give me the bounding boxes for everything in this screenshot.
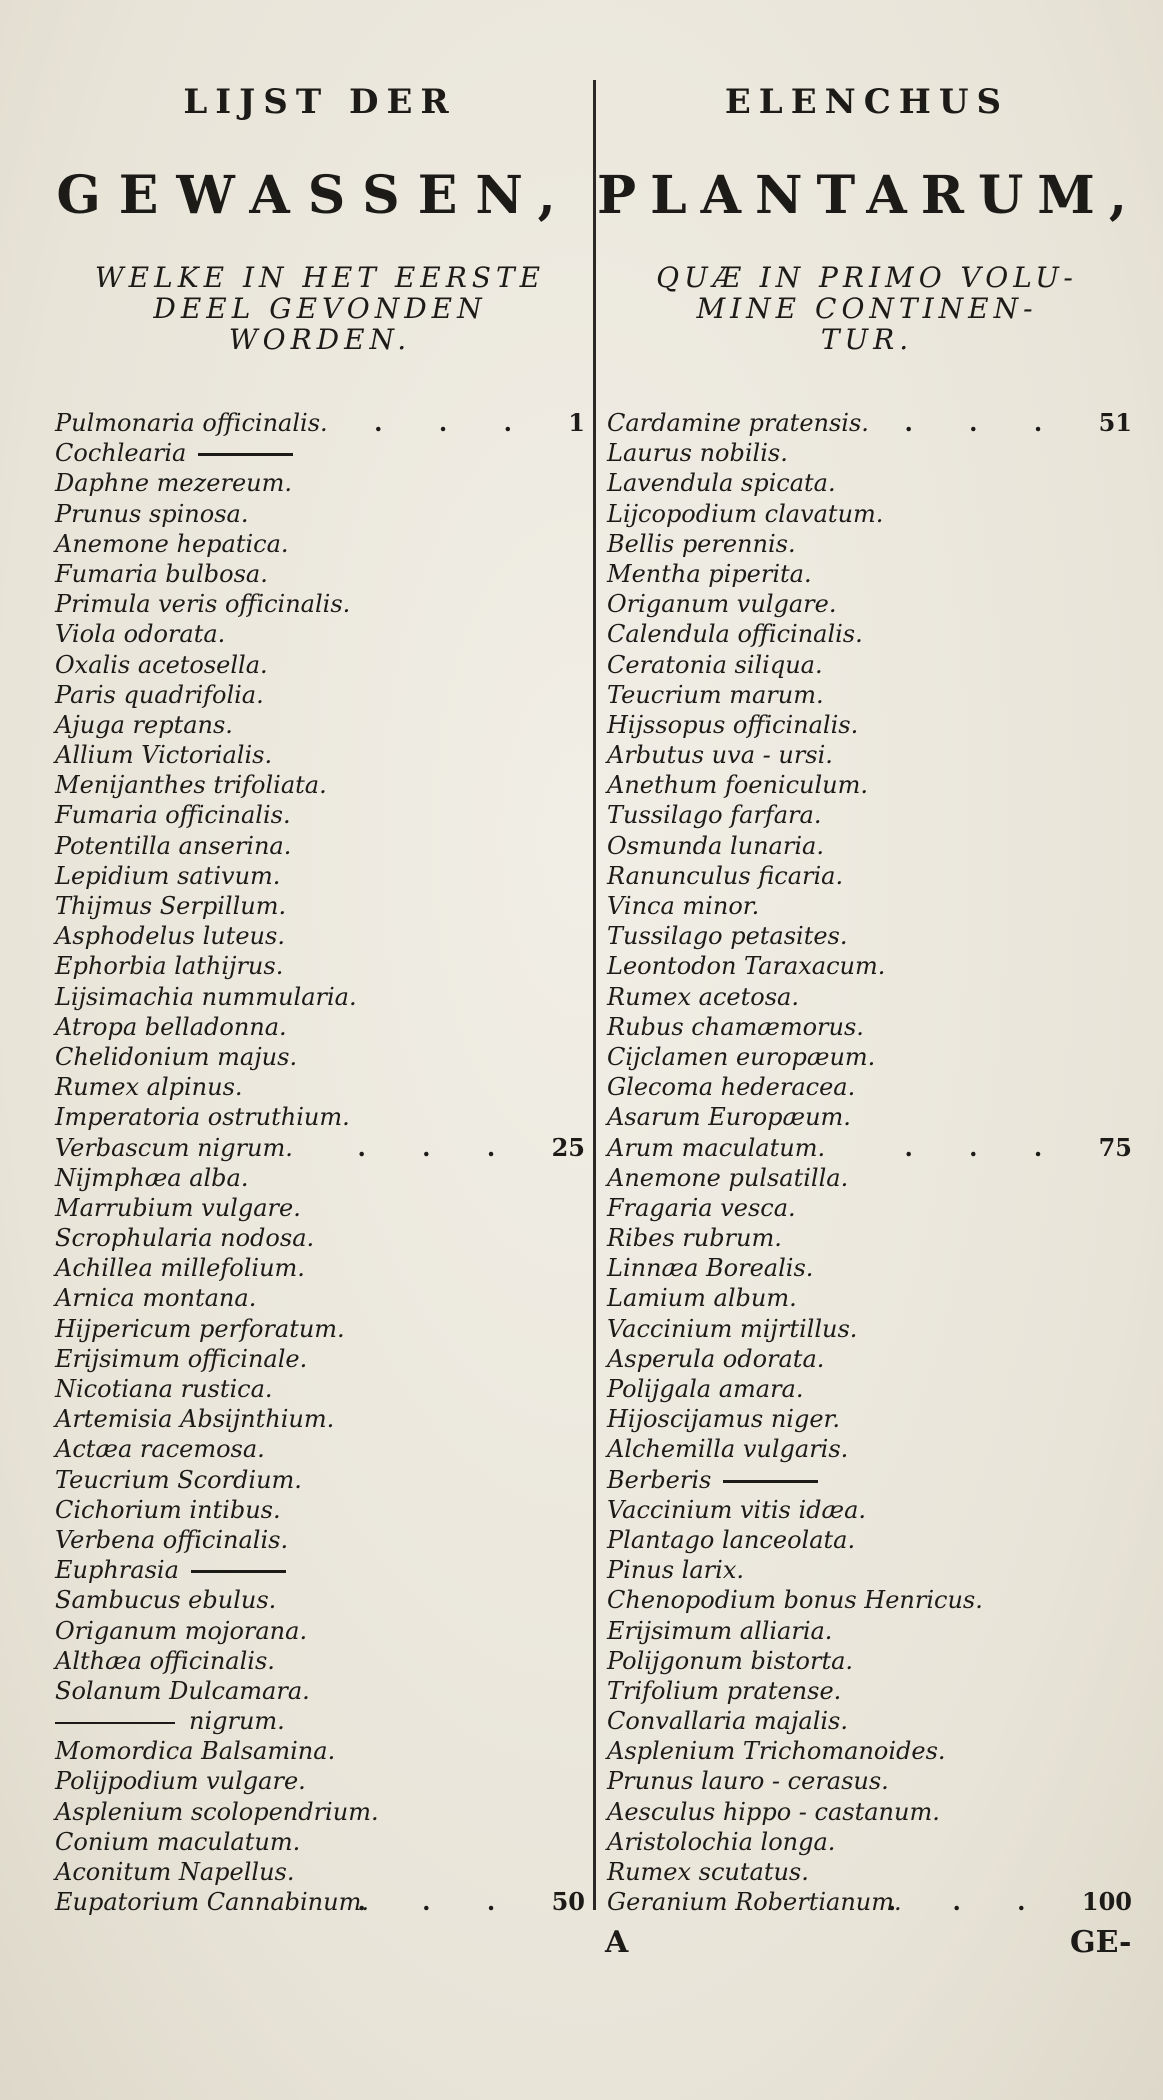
plant-name: Asarum Europæum. [607, 1103, 851, 1132]
plant-name: Aesculus hippo - castanum. [607, 1797, 940, 1826]
plant-entry [607, 1706, 1137, 1736]
plant-entry [55, 1283, 585, 1313]
plant-entry [55, 1314, 585, 1344]
column-divider [593, 80, 596, 1910]
plant-entry [607, 770, 1137, 800]
latin-subtitle-line: TUR. [820, 323, 914, 356]
ditto-dash [55, 1722, 175, 1724]
plant-name: Ranunculus ficaria. [607, 861, 844, 890]
plant-entry [55, 1223, 585, 1253]
plant-entry [607, 1495, 1137, 1525]
plant-name: Linnæa Borealis. [607, 1254, 814, 1283]
plant-entry [607, 921, 1137, 951]
plant-entry [607, 1102, 1137, 1132]
plant-name: Rumex scutatus. [607, 1858, 809, 1886]
plant-name: Verbena officinalis. [55, 1525, 289, 1554]
plant-entry [607, 1555, 1137, 1585]
plant-entry [607, 1857, 1137, 1887]
plant-entry [55, 1616, 585, 1646]
page-number-value: 51 [1098, 408, 1132, 437]
plant-name: Polijgala amara. [607, 1375, 804, 1403]
plant-entry [55, 1495, 585, 1525]
plant-name: Imperatoria ostruthium. [55, 1103, 350, 1132]
plant-name: Lijcopodium clavatum. [607, 499, 884, 528]
plant-name: Osmunda lunaria. [607, 831, 824, 860]
plant-name: Teucrium Scordium. [55, 1465, 302, 1494]
plant-entry [607, 559, 1137, 589]
plant-name: Chelidonium majus. [55, 1042, 298, 1071]
plant-name: nigrum. [189, 1707, 285, 1736]
plant-name: Vinca minor. [607, 892, 760, 920]
plant-name: Erijsimum alliaria. [607, 1616, 833, 1645]
plant-name: Origanum vulgare. [607, 590, 837, 619]
plant-name: Polijpodium vulgare. [55, 1767, 306, 1796]
plant-entry [607, 1585, 1137, 1615]
plant-entry [55, 529, 585, 559]
plant-entry [607, 589, 1137, 619]
ditto-rule [723, 1480, 818, 1483]
plant-entry [607, 710, 1137, 740]
plant-name: Convallaria majalis. [607, 1707, 848, 1736]
plant-name: Tussilago farfara. [607, 801, 822, 830]
plant-name: Nijmphæa alba. [55, 1163, 249, 1192]
plant-entry [55, 1766, 585, 1796]
plant-entry [607, 1283, 1137, 1313]
catchword: GE- [1070, 1925, 1132, 1960]
plant-entry [607, 1465, 1137, 1495]
plant-entry [55, 1102, 585, 1132]
latin-header-title: PLANTARUM, [597, 165, 1141, 226]
plant-entry [55, 951, 585, 981]
plant-entry [55, 438, 585, 468]
dutch-subtitle-line: WELKE IN HET EERSTE [94, 261, 546, 294]
plant-name: Oxalis acetosella. [55, 650, 268, 679]
plant-name: Teucrium marum. [607, 680, 824, 709]
plant-entry [55, 861, 585, 891]
plant-name: Viola odorata. [55, 620, 226, 649]
plant-name: Sambucus ebulus. [55, 1586, 277, 1615]
page-number-value: 1 [568, 408, 585, 437]
plant-name: Cichorium intibus. [55, 1495, 281, 1524]
plant-entry [607, 1374, 1137, 1404]
plant-entry [607, 1434, 1137, 1464]
plant-entry [55, 1887, 585, 1917]
plant-entry [55, 1374, 585, 1404]
dutch-header-title: GEWASSEN, [56, 165, 574, 226]
plant-entry [55, 1465, 585, 1495]
plant-entry [607, 1736, 1137, 1766]
plant-entry [55, 1706, 585, 1736]
plant-name: Solanum Dulcamara. [55, 1676, 310, 1705]
plant-name: Rumex acetosa. [607, 982, 799, 1011]
plant-entry [55, 1072, 585, 1102]
plant-name: Prunus spinosa. [55, 499, 249, 528]
plant-name: Rubus chamæmorus. [607, 1012, 864, 1041]
dutch-subtitle-line: DEEL GEVONDEN [153, 292, 487, 325]
page-number: . . . 100 [887, 1887, 1132, 1917]
plant-name: Erijsimum officinale. [55, 1344, 308, 1373]
plant-name: Aconitum Napellus. [55, 1858, 295, 1886]
plant-entry [55, 1555, 585, 1585]
plant-name: Asperula odorata. [607, 1344, 825, 1373]
plant-entry [55, 1133, 585, 1163]
plant-entry [55, 1827, 585, 1857]
plant-entry [607, 1072, 1137, 1102]
dutch-plant-list [55, 408, 585, 1917]
plant-name: Thijmus Serpillum. [55, 892, 287, 920]
plant-entry [55, 1525, 585, 1555]
plant-entry [55, 921, 585, 951]
plant-entry [607, 680, 1137, 710]
plant-name: Aristolochia longa. [607, 1827, 836, 1856]
plant-name: Ephorbia lathijrus. [55, 952, 284, 981]
plant-name: Atropa belladonna. [55, 1012, 287, 1041]
plant-entry [55, 408, 585, 438]
plant-name: Ribes rubrum. [607, 1224, 782, 1253]
plant-name: Fragaria vesca. [607, 1193, 796, 1222]
plant-entry [607, 468, 1137, 498]
plant-entry [55, 680, 585, 710]
plant-name: Laurus nobilis. [607, 439, 788, 468]
plant-name: Mentha piperita. [607, 559, 812, 588]
plant-entry [607, 1193, 1137, 1223]
plant-entry [607, 650, 1137, 680]
plant-name: Pinus larix. [607, 1556, 744, 1585]
page-number-value: 75 [1098, 1132, 1132, 1162]
plant-name: Anemone pulsatilla. [607, 1163, 849, 1192]
plant-name: Tussilago petasites. [607, 922, 848, 951]
plant-entry [55, 1163, 585, 1193]
plant-name: Lavendula spicata. [607, 469, 836, 498]
plant-entry [607, 1223, 1137, 1253]
plant-name: Ajuga reptans. [55, 710, 233, 739]
page-number: . . . 51 [904, 408, 1132, 437]
plant-name: Momordica Balsamina. [55, 1737, 336, 1766]
plant-entry [55, 589, 585, 619]
plant-name: Marrubium vulgare. [55, 1193, 301, 1222]
plant-entry [607, 1616, 1137, 1646]
plant-name: Hijssopus officinalis. [607, 710, 859, 739]
plant-entry [607, 1676, 1137, 1706]
page-number-value: 25 [551, 1132, 585, 1162]
plant-entry [55, 740, 585, 770]
plant-name: Chenopodium bonus Henricus. [607, 1586, 983, 1615]
page-number: . . . 75 [904, 1132, 1132, 1162]
plant-name: Lepidium sativum. [55, 861, 281, 890]
plant-entry [607, 831, 1137, 861]
plant-entry [607, 529, 1137, 559]
plant-name: Glecoma hederacea. [607, 1073, 856, 1102]
latin-plant-list [607, 408, 1137, 1917]
plant-entry [607, 1253, 1137, 1283]
plant-entry [55, 770, 585, 800]
plant-entry [55, 1434, 585, 1464]
plant-name: Primula veris officinalis. [55, 590, 351, 619]
plant-name: Artemisia Absijnthium. [55, 1405, 335, 1434]
plant-entry [55, 1253, 585, 1283]
latin-subtitle-line: QUÆ IN PRIMO VOLU- [656, 261, 1078, 294]
plant-name: Alchemilla vulgaris. [607, 1435, 849, 1464]
plant-entry [607, 1344, 1137, 1374]
plant-entry [607, 1887, 1137, 1917]
dutch-subtitle-line: WORDEN. [228, 323, 412, 356]
plant-entry [55, 619, 585, 649]
ditto-rule [198, 453, 293, 456]
plant-entry [55, 800, 585, 830]
plant-entry [607, 1314, 1137, 1344]
plant-name: Berberis [607, 1465, 712, 1494]
plant-name: Lamium album. [607, 1284, 797, 1313]
plant-name: Vaccinium mijrtillus. [607, 1314, 858, 1343]
plant-name: Asphodelus luteus. [55, 922, 285, 951]
plant-name: Cijclamen europæum. [607, 1042, 876, 1071]
plant-name: Lijsimachia nummularia. [55, 982, 357, 1011]
plant-name: Geranium Robertianum. [607, 1888, 902, 1917]
plant-name: Daphne mezereum. [55, 469, 292, 498]
plant-name: Actæa racemosa. [55, 1435, 265, 1464]
plant-entry [607, 982, 1137, 1012]
plant-entry [607, 1766, 1137, 1796]
plant-entry [607, 861, 1137, 891]
plant-entry [55, 650, 585, 680]
plant-name: Allium Victorialis. [55, 741, 273, 770]
plant-entry [55, 1042, 585, 1072]
plant-entry [607, 1827, 1137, 1857]
plant-name: Arnica montana. [55, 1284, 257, 1313]
ditto-rule [191, 1570, 286, 1573]
plant-name: Eupatorium Cannabinum. [55, 1888, 369, 1917]
latin-header-line1: ELENCHUS [724, 82, 1010, 122]
plant-name: Asplenium Trichomanoides. [607, 1737, 946, 1766]
plant-entry [55, 891, 585, 921]
dutch-header-line1: LIJST DER [183, 82, 457, 122]
plant-name: Pulmonaria officinalis. [55, 409, 328, 437]
plant-entry [607, 1133, 1137, 1163]
page-number-value: 50 [551, 1887, 585, 1917]
plant-entry [607, 438, 1137, 468]
plant-name: Asplenium scolopendrium. [55, 1797, 379, 1826]
plant-name: Potentilla anserina. [55, 831, 292, 860]
plant-entry [607, 408, 1137, 438]
plant-name: Anethum foeniculum. [607, 771, 869, 800]
plant-name: Leontodon Taraxacum. [607, 952, 886, 981]
plant-name: Calendula officinalis. [607, 620, 863, 649]
plant-entry [55, 982, 585, 1012]
plant-name: Hijpericum perforatum. [55, 1314, 345, 1343]
plant-name: Anemone hepatica. [55, 529, 289, 558]
plant-entry [55, 1676, 585, 1706]
plant-name: Trifolium pratense. [607, 1676, 842, 1705]
plant-name: Fumaria bulbosa. [55, 559, 268, 588]
plant-name: Verbascum nigrum. [55, 1133, 293, 1162]
plant-name: Vaccinium vitis idæa. [607, 1495, 867, 1524]
page-number: . . . 50 [357, 1887, 585, 1917]
plant-entry [55, 1404, 585, 1434]
plant-entry [607, 1525, 1137, 1555]
plant-name: Nicotiana rustica. [55, 1375, 273, 1403]
latin-subtitle [602, 262, 1132, 355]
plant-entry [55, 1797, 585, 1827]
plant-entry [607, 1797, 1137, 1827]
plant-entry [55, 710, 585, 740]
plant-entry [607, 891, 1137, 921]
page-number: . . . 1 [374, 408, 585, 437]
plant-name: Achillea millefolium. [55, 1254, 305, 1283]
plant-entry [607, 951, 1137, 981]
latin-subtitle-line: MINE CONTINEN- [696, 292, 1038, 325]
plant-name: Rumex alpinus. [55, 1073, 243, 1102]
plant-name: Plantago lanceolata. [607, 1525, 856, 1554]
plant-name: Bellis perennis. [607, 529, 796, 558]
plant-entry [55, 1585, 585, 1615]
plant-entry [607, 1163, 1137, 1193]
plant-entry [607, 619, 1137, 649]
plant-name: Conium maculatum. [55, 1827, 301, 1856]
page-number: . . . 25 [357, 1132, 585, 1162]
plant-name: Althæa officinalis. [55, 1646, 275, 1675]
plant-entry [55, 1344, 585, 1374]
plant-entry [607, 1012, 1137, 1042]
plant-entry [55, 559, 585, 589]
plant-name: Fumaria officinalis. [55, 801, 291, 830]
plant-name: Scrophularia nodosa. [55, 1224, 315, 1253]
plant-entry [55, 1012, 585, 1042]
plant-entry [607, 800, 1137, 830]
plant-name: Prunus lauro - cerasus. [607, 1767, 889, 1796]
plant-entry [607, 1404, 1137, 1434]
plant-entry [55, 1193, 585, 1223]
plant-entry [607, 740, 1137, 770]
plant-name: Arbutus uva - ursi. [607, 741, 833, 770]
plant-name: Origanum mojorana. [55, 1616, 308, 1645]
signature-mark: A [605, 1925, 629, 1960]
plant-name: Paris quadrifolia. [55, 680, 264, 709]
plant-name: Polijgonum bistorta. [607, 1646, 854, 1675]
plant-name: Cardamine pratensis. [607, 409, 869, 437]
page-number-value: 100 [1081, 1887, 1132, 1917]
plant-entry [607, 1646, 1137, 1676]
plant-name: Hijoscijamus niger. [607, 1405, 841, 1434]
plant-entry [55, 1736, 585, 1766]
plant-entry [55, 1646, 585, 1676]
plant-entry [55, 831, 585, 861]
plant-name: Euphrasia [55, 1556, 179, 1585]
plant-entry [607, 499, 1137, 529]
plant-entry [55, 1857, 585, 1887]
plant-entry [607, 1042, 1137, 1072]
plant-entry [55, 499, 585, 529]
dutch-subtitle [55, 262, 585, 355]
plant-name: Arum maculatum. [607, 1133, 826, 1162]
plant-name: Menijanthes trifoliata. [55, 771, 327, 800]
plant-entry [55, 468, 585, 498]
plant-name: Ceratonia siliqua. [607, 650, 823, 679]
plant-name: Cochlearia [55, 439, 187, 468]
